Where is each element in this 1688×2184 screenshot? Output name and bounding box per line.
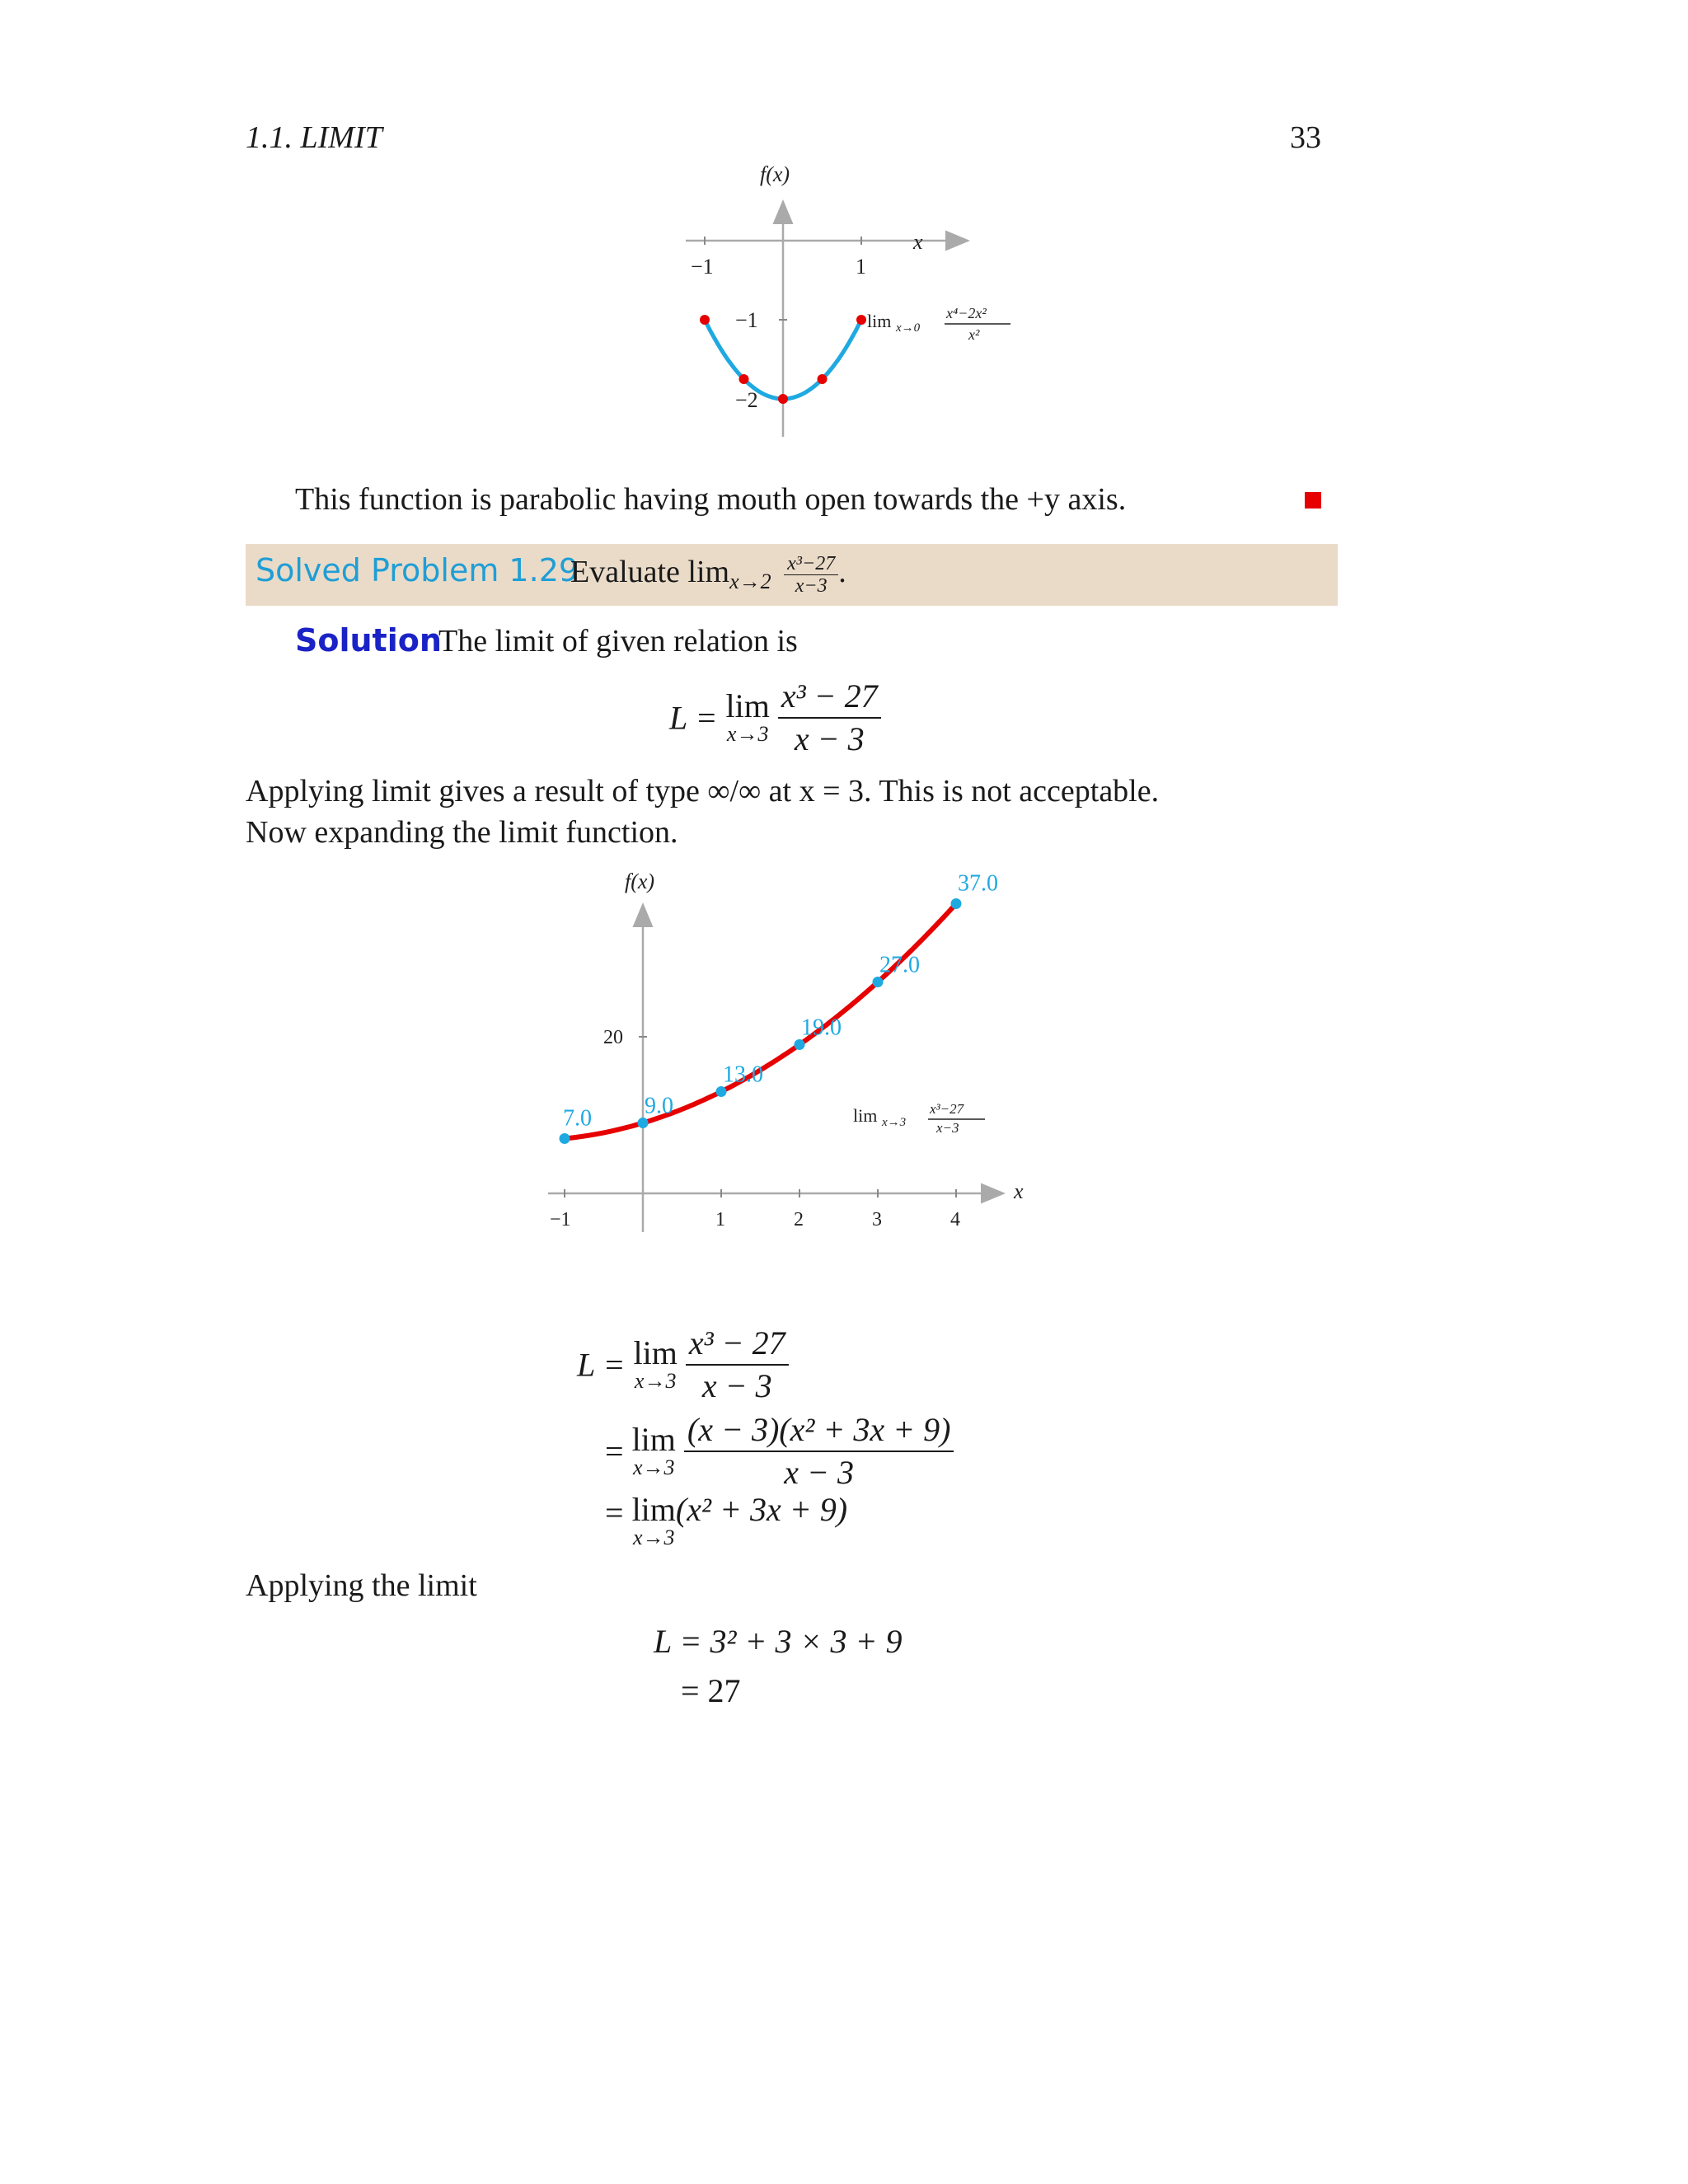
chart-point-label: 9.0 bbox=[645, 1093, 673, 1119]
parabola-point bbox=[778, 394, 788, 404]
eq2-line3-lim-text: lim bbox=[631, 1491, 676, 1528]
parabola-figure bbox=[643, 157, 1030, 445]
eq1-lim-sub: x→3 bbox=[726, 722, 769, 746]
problem-end: . bbox=[838, 555, 846, 589]
eq1-den: x − 3 bbox=[778, 717, 881, 760]
chart-point bbox=[716, 1086, 727, 1097]
parabola-label bbox=[867, 305, 1010, 343]
eq2-line2-fraction bbox=[684, 1409, 954, 1493]
chart-x-axis-label: x bbox=[1014, 1179, 1024, 1203]
chart-x-tick-label: 3 bbox=[872, 1209, 882, 1230]
chart-point bbox=[560, 1133, 570, 1144]
eq2-line1-num: x³ − 27 bbox=[688, 1324, 785, 1361]
eq2-line1-lim bbox=[633, 1334, 678, 1393]
chart-x-tick-label: 1 bbox=[715, 1209, 725, 1230]
eq2-line1-den: x − 3 bbox=[686, 1364, 789, 1407]
chart-point bbox=[951, 898, 962, 909]
chart-y-axis-label: f(x) bbox=[625, 869, 655, 893]
chart-point-label: 7.0 bbox=[563, 1105, 592, 1132]
chart-x-tick-label: −1 bbox=[550, 1209, 571, 1230]
chart-point-label: 27.0 bbox=[879, 952, 920, 978]
solution-intro: The limit of given relation is bbox=[438, 624, 798, 658]
x-tick-label: 1 bbox=[856, 255, 866, 279]
chart-y-tick-label: 20 bbox=[603, 1027, 623, 1048]
y-tick-label: −2 bbox=[735, 388, 758, 412]
limit-chart bbox=[528, 857, 1055, 1244]
eq1-num: x³ − 27 bbox=[781, 677, 878, 715]
eq2-line1-fraction bbox=[686, 1323, 789, 1407]
eq2-line1-lhs: L = bbox=[577, 1346, 634, 1384]
paragraph-line-2: Now expanding the limit function. bbox=[246, 815, 678, 850]
equation-2-line-3 bbox=[605, 1493, 847, 1549]
paragraph-line-1: Applying limit gives a result of type ∞/∞ at x = 3. This is not acceptable. bbox=[246, 774, 1160, 808]
parabola-label-lim: lim bbox=[867, 311, 892, 331]
chart-curve bbox=[565, 904, 956, 1139]
eq2-line3-lhs: = bbox=[605, 1494, 632, 1531]
problem-den: x−3 bbox=[784, 574, 838, 597]
chart-point-label: 37.0 bbox=[958, 870, 998, 897]
chart-point-label: 13.0 bbox=[723, 1062, 763, 1088]
eq1-lhs: L = bbox=[669, 699, 726, 737]
page-number: 33 bbox=[1290, 120, 1321, 155]
eq2-line3-lim-sub: x→3 bbox=[632, 1526, 675, 1549]
chart-annotation-den: x−3 bbox=[936, 1120, 959, 1136]
eq2-line3-body: (x² + 3x + 9) bbox=[675, 1491, 848, 1528]
eq2-line2-lim-text: lim bbox=[631, 1421, 676, 1458]
parabola-point bbox=[700, 315, 710, 325]
running-head: 1.1. LIMIT bbox=[246, 120, 382, 155]
eq2-line2-num: (x − 3)(x² + 3x + 9) bbox=[687, 1411, 951, 1448]
parabola-point bbox=[739, 374, 749, 384]
parabola-point bbox=[856, 315, 866, 325]
problem-label: Solved Problem 1.29 bbox=[256, 552, 579, 588]
eq2-line1-lim-text: lim bbox=[633, 1334, 678, 1371]
eq1-fraction bbox=[778, 676, 881, 760]
chart-point-label: 19.0 bbox=[801, 1015, 842, 1041]
chart-annotation-num: x³−27 bbox=[930, 1101, 964, 1117]
eq1-lim bbox=[725, 687, 770, 746]
chart-annotation bbox=[853, 1101, 985, 1136]
problem-statement bbox=[570, 552, 846, 602]
x-axis-label: x bbox=[913, 230, 923, 254]
problem-fraction bbox=[784, 553, 838, 597]
parabola-conclusion: This function is parabolic having mouth open towards the +y axis. bbox=[295, 482, 1127, 517]
chart-annotation-sub: x→3 bbox=[882, 1116, 907, 1129]
eq1-lim-text: lim bbox=[725, 687, 770, 724]
problem-sub: x→2 bbox=[729, 569, 771, 593]
chart-x-tick-label: 2 bbox=[794, 1209, 804, 1230]
chart-x-tick-label: 4 bbox=[950, 1209, 960, 1230]
parabola-label-sub: x→0 bbox=[896, 321, 921, 335]
equation-1 bbox=[669, 676, 881, 760]
y-tick-label: −1 bbox=[735, 308, 758, 332]
chart-point bbox=[873, 977, 884, 987]
equation-2-line-2 bbox=[605, 1409, 954, 1493]
equation-3-line-2: = 27 bbox=[681, 1672, 741, 1709]
end-of-proof-marker bbox=[1305, 492, 1321, 509]
problem-text-prefix: Evaluate lim bbox=[570, 555, 730, 589]
eq2-line2-den: x − 3 bbox=[684, 1451, 954, 1493]
chart-point bbox=[638, 1118, 649, 1128]
problem-num: x³−27 bbox=[787, 552, 836, 574]
applying-limit-text: Applying the limit bbox=[246, 1568, 477, 1603]
chart-point bbox=[795, 1039, 805, 1050]
eq2-line3-lim bbox=[632, 1493, 676, 1549]
eq2-line2-lim-sub: x→3 bbox=[632, 1455, 675, 1479]
parabola-point bbox=[818, 374, 828, 384]
y-axis-label: f(x) bbox=[760, 162, 790, 186]
parabola-label-den: x² bbox=[968, 326, 980, 343]
equation-2-line-1 bbox=[577, 1323, 789, 1407]
eq2-line2-lim bbox=[632, 1423, 676, 1479]
chart-annotation-lim: lim bbox=[853, 1105, 878, 1126]
eq2-line1-lim-sub: x→3 bbox=[634, 1369, 677, 1393]
parabola-label-num: x⁴−2x² bbox=[946, 305, 987, 321]
solution-label: Solution bbox=[295, 622, 442, 658]
eq2-line2-lhs: = bbox=[605, 1432, 632, 1470]
x-tick-label: −1 bbox=[691, 255, 714, 279]
equation-3-line-1: L = 3² + 3 × 3 + 9 bbox=[654, 1623, 903, 1660]
